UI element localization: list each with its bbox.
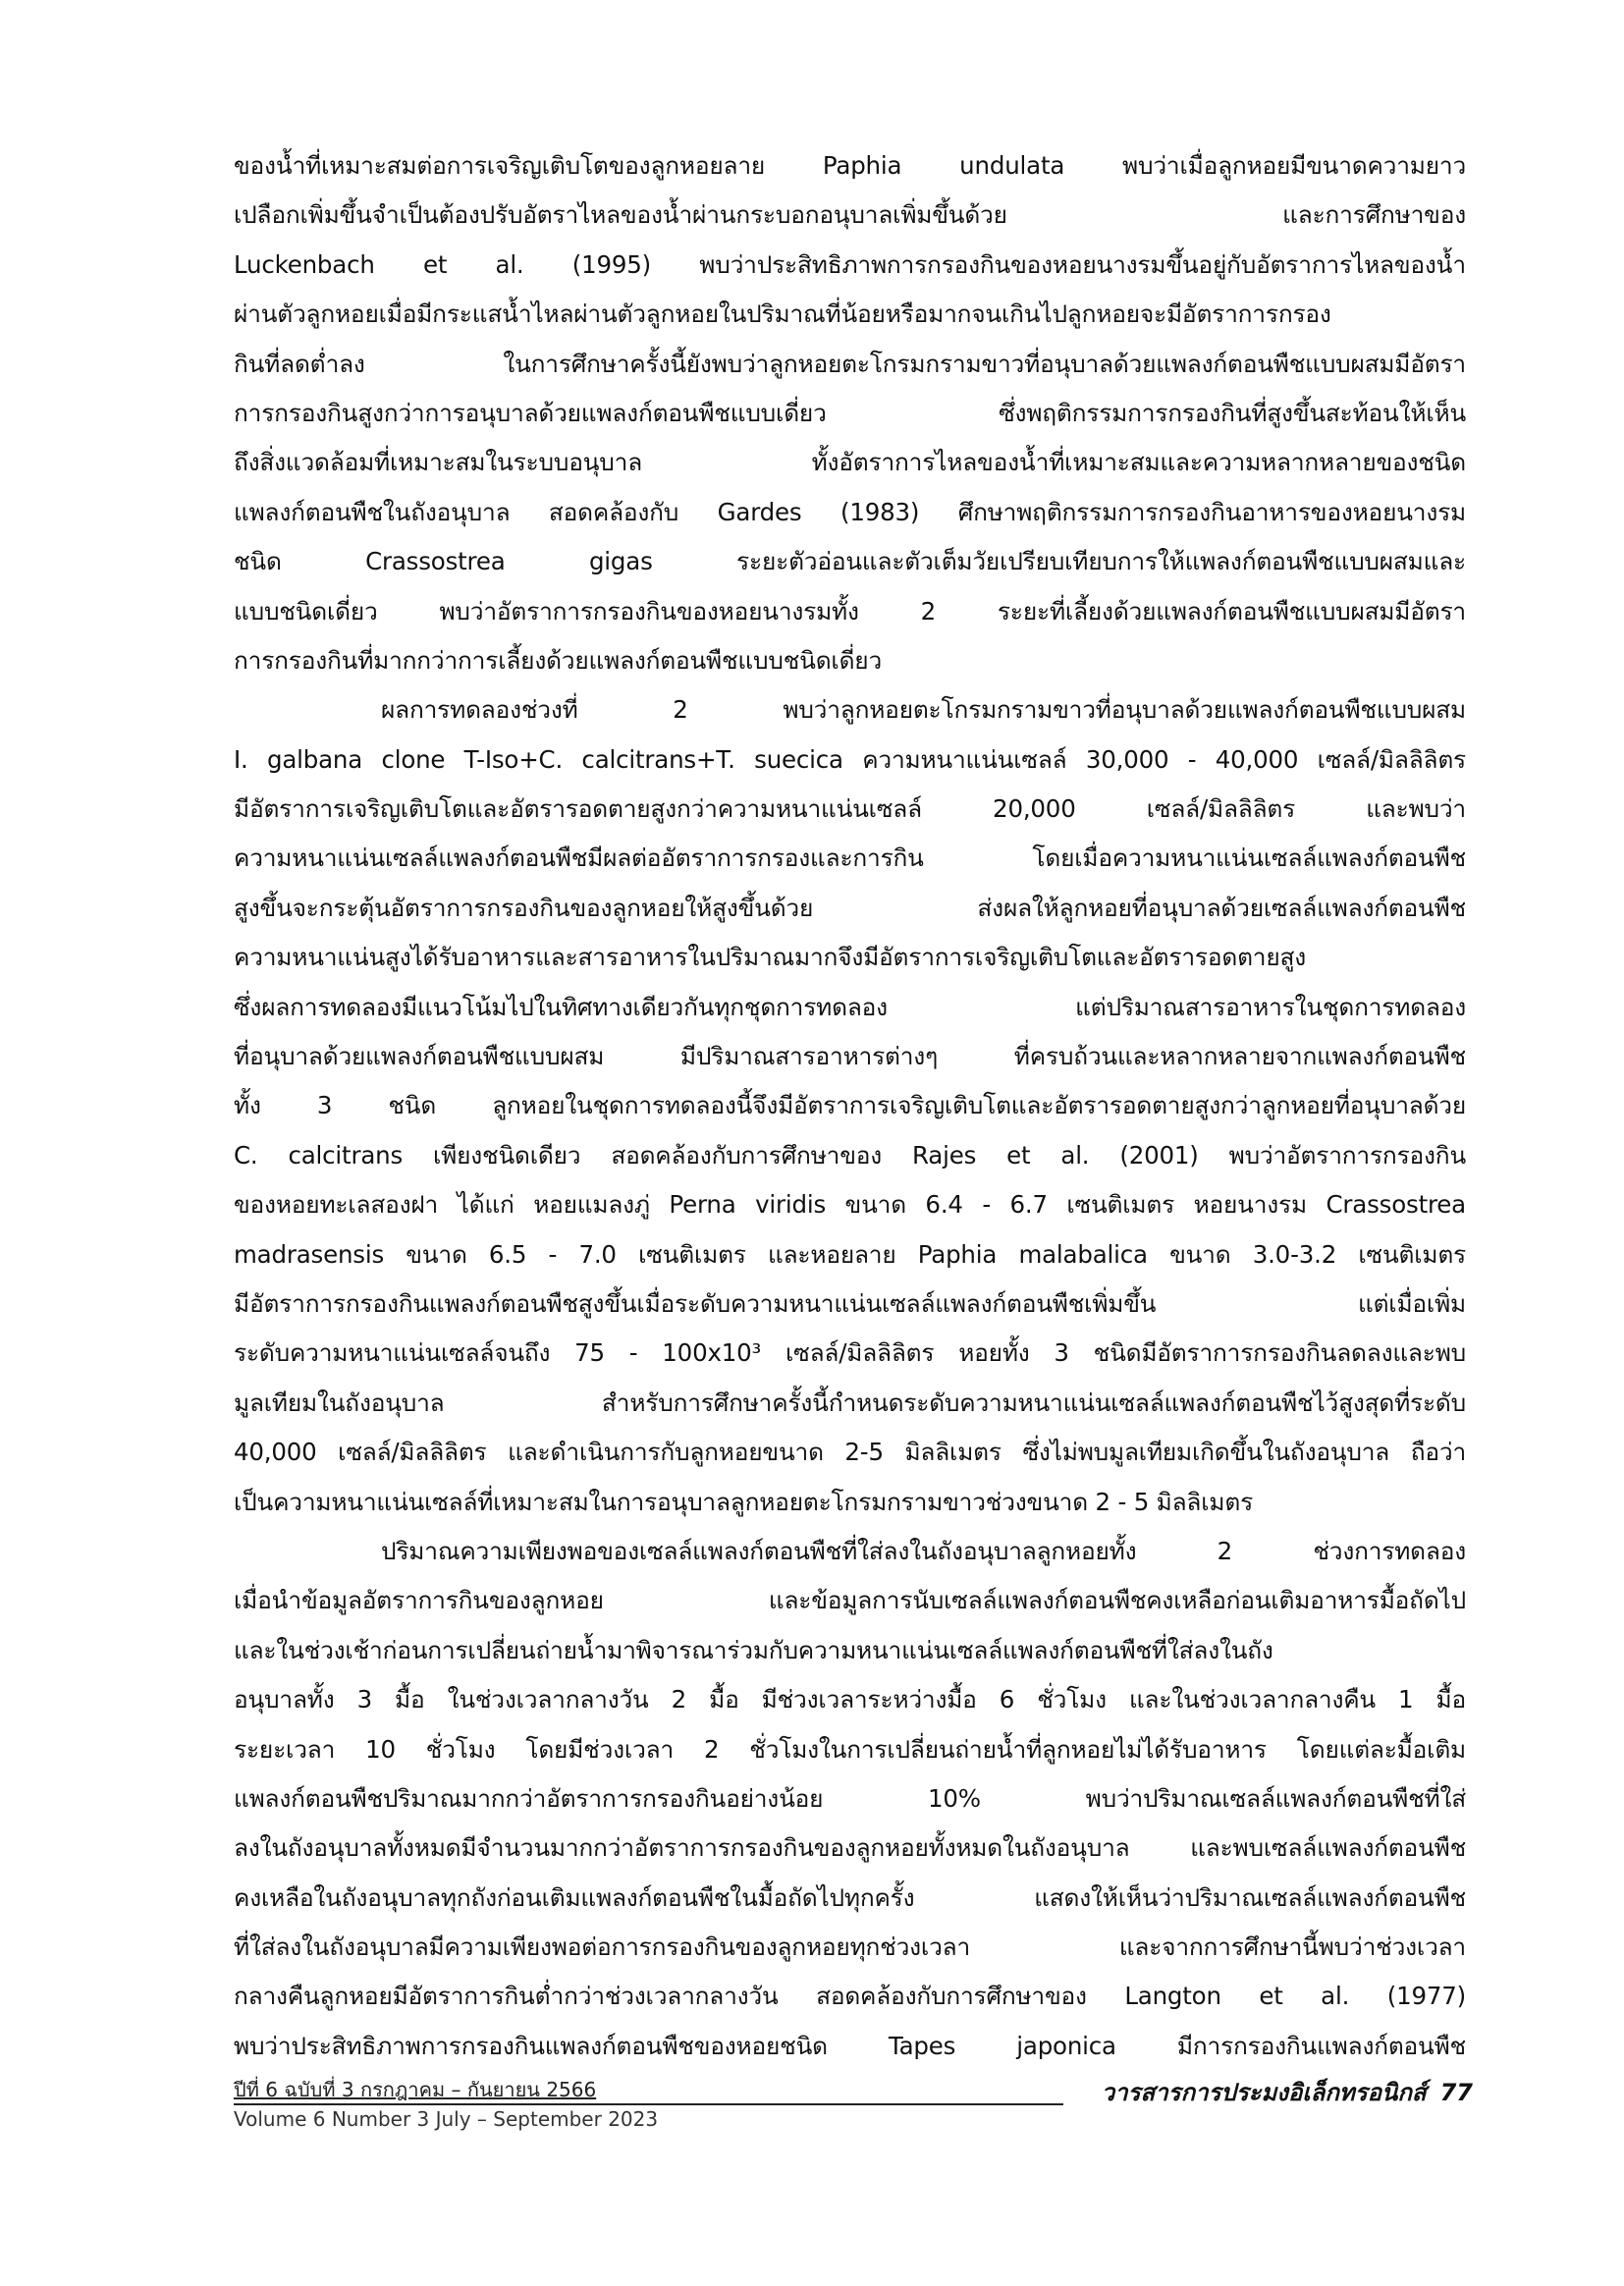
text-line: สูงขึ้นจะกระตุ้นอัตราการกรองกินของลูกหอยให้สูงขึ้นด้วย ส่งผลให้ลูกหอยที่อนุบาลด้วยเซลล์แพลงก์ตอนพืช (234, 893, 1466, 922)
text-line: แพลงก์ตอนพืชปริมาณมากกว่าอัตราการกรองกินอย่างน้อย 10% พบว่าปริมาณเซลล์แพลงก์ตอนพืชที่ใส่ (234, 1783, 1466, 1813)
text-line: Luckenbach et al. (1995) พบว่าประสิทธิภาพการกรองกินของหอยนางรมขึ้นอยู่กับอัตราการไหลของน้ำ (234, 249, 1466, 279)
text-line: ระดับความหนาแน่นเซลล์จนถึง 75 - 100x10³ เซลล์/มิลลิลิตร หอยทั้ง 3 ชนิดมีอัตราการกรองกินลดลงและพบ (234, 1338, 1466, 1368)
text-line: C. calcitrans เพียงชนิดเดียว สอดคล้องกับการศึกษาของ Rajes et al. (2001) พบว่าอัตราการกรองกิน (234, 1140, 1466, 1170)
paragraph-1 (234, 141, 1466, 685)
footer-journal (1102, 2076, 1473, 2109)
text-line: และในช่วงเช้าก่อนการเปลี่ยนถ่ายน้ำมาพิจารณาร่วมกับความหนาแน่นเซลล์แพลงก์ตอนพืชที่ใส่ลงในถัง (234, 1635, 1273, 1664)
text-line: ที่อนุบาลด้วยแพลงก์ตอนพืชแบบผสม มีปริมาณสารอาหารต่างๆ ที่ครบถ้วนและหลากหลายจากแพลงก์ตอนพืช (234, 1042, 1466, 1071)
footer-divider (234, 2103, 1063, 2105)
issue-thai: ปีที่ 6 ฉบับที่ 3 กรกฎาคม – กันยายน 2566 (234, 2078, 597, 2101)
text-line: แบบชนิดเดี่ยว พบว่าอัตราการกรองกินของหอยนางรมทั้ง 2 ระยะที่เลี้ยงด้วยแพลงก์ตอนพืชแบบผสมมีอัตรา (234, 596, 1466, 626)
paragraph-2 (234, 685, 1466, 1527)
text-line: ผ่านตัวลูกหอยเมื่อมีกระแสน้ำไหลผ่านตัวลูกหอยในปริมาณที่น้อยหรือมากจนเกินไปลูกหอยจะมีอัตราการกรอง (234, 299, 1331, 329)
article-body (234, 141, 1466, 2071)
text-line: ซึ่งผลการทดลองมีแนวโน้มไปในทิศทางเดียวกันทุกชุดการทดลอง แต่ปริมาณสารอาหารในชุดการทดลอง (234, 992, 1466, 1021)
text-line: ที่ใส่ลงในถังอนุบาลมีความเพียงพอต่อการกรองกินของลูกหอยทุกช่วงเวลา และจากการศึกษานี้พบว่าช่วงเวลา (234, 1932, 1466, 1962)
text-line: ทั้ง 3 ชนิด ลูกหอยในชุดการทดลองนี้จึงมีอัตราการเจริญเติบโตและอัตรารอดตายสูงกว่าลูกหอยที่อนุบาลด้วย (234, 1091, 1466, 1120)
text-line: ความหนาแน่นเซลล์แพลงก์ตอนพืชมีผลต่ออัตราการกรองและการกิน โดยเมื่อความหนาแน่นเซลล์แพลงก์ตอนพืช (234, 844, 1466, 873)
text-line: มีอัตราการเจริญเติบโตและอัตรารอดตายสูงกว่าความหนาแน่นเซลล์ 20,000 เซลล์/มิลลิลิตร และพบว่า (234, 794, 1466, 824)
text-line: I. galbana clone T-Iso+C. calcitrans+T. suecica ความหนาแน่นเซลล์ 30,000 - 40,000 เซลล์/มิลลิลิตร (234, 744, 1466, 774)
text-line: ปริมาณความเพียงพอของเซลล์แพลงก์ตอนพืชที่ใส่ลงในถังอนุบาลลูกหอยทั้ง 2 ช่วงการทดลอง (381, 1536, 1466, 1565)
text-line: ถึงสิ่งแวดล้อมที่เหมาะสมในระบบอนุบาล ทั้งอัตราการไหลของน้ำที่เหมาะสมและความหลากหลายของชนิด (234, 448, 1466, 477)
text-line: ผลการทดลองช่วงที่ 2 พบว่าลูกหอยตะโกรมกรามขาวที่อนุบาลด้วยแพลงก์ตอนพืชแบบผสม (381, 695, 1466, 725)
text-line: ความหนาแน่นสูงได้รับอาหารและสารอาหารในปริมาณมากจึงมีอัตราการเจริญเติบโตและอัตรารอดตายสูง (234, 943, 1307, 972)
text-line: อนุบาลทั้ง 3 มื้อ ในช่วงเวลากลางวัน 2 มื้อ มีช่วงเวลาระหว่างมื้อ 6 ชั่วโมง และในช่วงเวลากลางคืน 1 มื้อ (234, 1685, 1466, 1714)
text-line: แพลงก์ตอนพืชในถังอนุบาล สอดคล้องกับ Gardes (1983) ศึกษาพฤติกรรมการกรองกินอาหารของหอยนางรม (234, 497, 1466, 526)
text-line: ระยะเวลา 10 ชั่วโมง โดยมีช่วงเวลา 2 ชั่วโมงในการเปลี่ยนถ่ายน้ำที่ลูกหอยไม่ได้รับอาหาร โดยแต่ละมื้อเติม (234, 1734, 1466, 1764)
text-line: ชนิด Crassostrea gigas ระยะตัวอ่อนและตัวเต็มวัยเปรียบเทียบการให้แพลงก์ตอนพืชแบบผสมและ (234, 547, 1466, 576)
text-line: เปลือกเพิ่มขึ้นจำเป็นต้องปรับอัตราไหลของน้ำผ่านกระบอกอนุบาลเพิ่มขึ้นด้วย และการศึกษาของ (234, 200, 1466, 230)
text-line: พบว่าประสิทธิภาพการกรองกินแพลงก์ตอนพืชของหอยชนิด Tapes japonica มีการกรองกินแพลงก์ตอนพืช (234, 2031, 1466, 2060)
journal-title: วารสารการประมงอิเล็กทรอนิกส์ (1101, 2079, 1427, 2106)
text-line: 40,000 เซลล์/มิลลิลิตร และดำเนินการกับลูกหอยขนาด 2-5 มิลลิเมตร ซึ่งไม่พบมูลเทียมเกิดขึ้นในถังอนุบาล ถือว่า (234, 1438, 1466, 1467)
page-number: 77 (1439, 2079, 1473, 2106)
text-line: กินที่ลดต่ำลง ในการศึกษาครั้งนี้ยังพบว่าลูกหอยตะโกรมกรามขาวที่อนุบาลด้วยแพลงก์ตอนพืชแบบผสมมีอัตรา (234, 349, 1466, 378)
text-line: ของน้ำที่เหมาะสมต่อการเจริญเติบโตของลูกหอยลาย Paphia undulata พบว่าเมื่อลูกหอยมีขนาดความยาว (234, 151, 1466, 180)
text-line: การกรองกินที่มากกว่าการเลี้ยงด้วยแพลงก์ตอนพืชแบบชนิดเดี่ยว (234, 645, 883, 675)
paragraph-3 (234, 1527, 1466, 2071)
text-line: madrasensis ขนาด 6.5 - 7.0 เซนติเมตร และหอยลาย Paphia malabalica ขนาด 3.0-3.2 เซนติเมตร (234, 1239, 1466, 1269)
text-line: เป็นความหนาแน่นเซลล์ที่เหมาะสมในการอนุบาลลูกหอยตะโกรมกรามขาวช่วงขนาด 2 - 5 มิลลิเมตร (234, 1487, 1254, 1516)
text-line: ลงในถังอนุบาลทั้งหมดมีจำนวนมากกว่าอัตราการกรองกินของลูกหอยทั้งหมดในถังอนุบาล และพบเซลล์แพลงก์ตอนพืช (234, 1833, 1466, 1863)
text-line: คงเหลือในถังอนุบาลทุกถังก่อนเติมแพลงก์ตอนพืชในมื้อถัดไปทุกครั้ง แสดงให้เห็นว่าปริมาณเซลล์แพลงก์ตอนพืช (234, 1882, 1466, 1912)
text-line: มีอัตราการกรองกินแพลงก์ตอนพืชสูงขึ้นเมื่อระดับความหนาแน่นเซลล์แพลงก์ตอนพืชเพิ่มขึ้น แต่เมื่อเพิ่ม (234, 1288, 1466, 1318)
text-line: เมื่อนำข้อมูลอัตราการกินของลูกหอย และข้อมูลการนับเซลล์แพลงก์ตอนพืชคงเหลือก่อนเติมอาหารมื้อถัดไป (234, 1586, 1466, 1615)
text-line: กลางคืนลูกหอยมีอัตราการกินต่ำกว่าช่วงเวลากลางวัน สอดคล้องกับการศึกษาของ Langton et al. (1977) (234, 1982, 1466, 2011)
text-line: การกรองกินสูงกว่าการอนุบาลด้วยแพลงก์ตอนพืชแบบเดี่ยว ซึ่งพฤติกรรมการกรองกินที่สูงขึ้นสะท้อนให้เห็น (234, 398, 1466, 427)
page-footer (234, 2076, 1473, 2145)
text-line: มูลเทียมในถังอนุบาล สำหรับการศึกษาครั้งนี้กำหนดระดับความหนาแน่นเซลล์แพลงก์ตอนพืชไว้สูงสุดที่ระดับ (234, 1388, 1466, 1417)
text-line: ของหอยทะเลสองฝา ได้แก่ หอยแมลงภู่ Perna viridis ขนาด 6.4 - 6.7 เซนติเมตร หอยนางรม Crassostrea (234, 1190, 1466, 1220)
volume-english: Volume 6 Number 3 July – September 2023 (234, 2107, 659, 2131)
